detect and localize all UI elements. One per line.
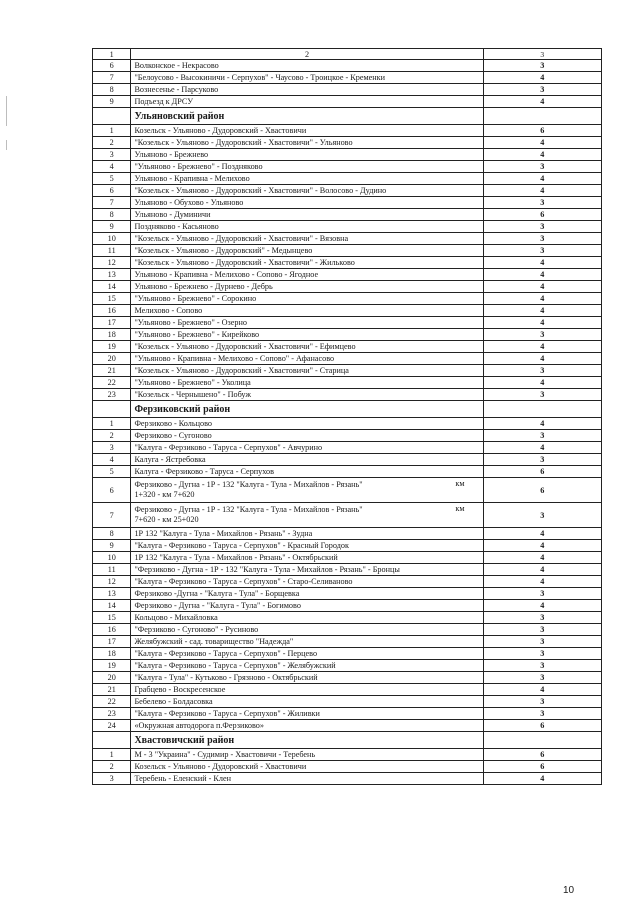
row-value: 4: [483, 72, 601, 84]
row-value: 3: [483, 454, 601, 466]
road-name: "Козельск - Чернышено" - Побуж: [131, 389, 483, 401]
row-number: 12: [93, 257, 131, 269]
road-name: Вознесенье - Парсуково: [131, 84, 483, 96]
road-name: Калуга - Ферзиково - Таруса - Серпухов: [131, 466, 483, 478]
row-number: 6: [93, 60, 131, 72]
road-name: Грабцево - Воскресенское: [131, 684, 483, 696]
table-row: [93, 125, 602, 137]
row-number: 23: [93, 389, 131, 401]
table-row: [93, 636, 602, 648]
road-name: "Ферзиково - Сугоново" - Русиново: [131, 624, 483, 636]
table-row: [93, 221, 602, 233]
row-number: 4: [93, 454, 131, 466]
header-col-3: 3: [483, 49, 601, 60]
road-name: "Ульяново - Брежнево" - Поздняково: [131, 161, 483, 173]
row-value: 4: [483, 684, 601, 696]
row-number: 7: [93, 503, 131, 528]
road-name: "Ферзиково - Дугна - 1Р - 132 "Калуга - Тула - Михайлов - Рязань" - Бронцы: [131, 564, 483, 576]
row-value: 6: [483, 749, 601, 761]
row-value: 4: [483, 305, 601, 317]
row-value: 4: [483, 185, 601, 197]
table-row: [93, 418, 602, 430]
row-number: 3: [93, 442, 131, 454]
row-value: 4: [483, 317, 601, 329]
road-name: Теребень - Еленский - Клен: [131, 773, 483, 785]
road-name: Бебелево - Болдасовка: [131, 696, 483, 708]
table-row: [93, 329, 602, 341]
row-number: 4: [93, 161, 131, 173]
row-number: 18: [93, 648, 131, 660]
row-number: 13: [93, 588, 131, 600]
row-value: 3: [483, 389, 601, 401]
table-row: [93, 245, 602, 257]
road-name: "Козельск - Ульяново - Дудоровский - Хвастовичи" - Вязовна: [131, 233, 483, 245]
road-name: "Калуга - Тула" - Кутьково - Грязново - Октябрьский: [131, 672, 483, 684]
row-number: 14: [93, 281, 131, 293]
row-value: 4: [483, 269, 601, 281]
road-name: Ферзиково - Дугна - 1Р - 132 "Калуга - Тула - Михайлов - Рязань": [134, 505, 363, 514]
row-value: 4: [483, 528, 601, 540]
row-number: 11: [93, 564, 131, 576]
table-row: [93, 672, 602, 684]
table-row: [93, 149, 602, 161]
road-name: Поздняково - Касьяново: [131, 221, 483, 233]
row-value: 4: [483, 600, 601, 612]
row-value: 6: [483, 125, 601, 137]
table-row: [93, 749, 602, 761]
table-row: [93, 552, 602, 564]
table-row: [93, 72, 602, 84]
table-row: [93, 454, 602, 466]
road-name-continuation: 1+320 - км 7+620: [134, 490, 195, 499]
road-name: Ульяново - Крапивна - Мелихово - Сопово - Ягодное: [131, 269, 483, 281]
row-number: 17: [93, 636, 131, 648]
row-number: 14: [93, 600, 131, 612]
row-number: 6: [93, 185, 131, 197]
row-number: 5: [93, 173, 131, 185]
table-row: [93, 708, 602, 720]
row-number: 8: [93, 528, 131, 540]
row-number: 2: [93, 137, 131, 149]
row-value: 6: [483, 720, 601, 732]
table-row: [93, 696, 602, 708]
row-value: 3: [483, 660, 601, 672]
row-value: 4: [483, 149, 601, 161]
table-row: [93, 353, 602, 365]
km-label: км: [455, 504, 465, 513]
table-row: [93, 564, 602, 576]
road-name: "Козельск - Ульяново - Дудоровский - Хвастовичи" - Ульяново: [131, 137, 483, 149]
road-name-cell: [131, 503, 483, 528]
road-name: "Ульяново - Крапивна - Мелихово - Сопово" - Афанасово: [131, 353, 483, 365]
road-name: Калуга - Ястребовка: [131, 454, 483, 466]
row-value: 3: [483, 503, 601, 528]
row-value: 4: [483, 353, 601, 365]
row-value: 4: [483, 377, 601, 389]
table-row: [93, 84, 602, 96]
road-name: "Белоусово - Высокиничи - Серпухов" - Чаусово - Троицкое - Кременки: [131, 72, 483, 84]
row-number: 17: [93, 317, 131, 329]
row-value: 3: [483, 365, 601, 377]
row-number: 7: [93, 197, 131, 209]
row-value: 4: [483, 257, 601, 269]
row-value: 3: [483, 696, 601, 708]
road-name: Ульяново - Обухово - Ульяново: [131, 197, 483, 209]
district-num-cell: [93, 401, 131, 418]
road-name: Ульяново - Крапивна - Мелихово: [131, 173, 483, 185]
row-value: 4: [483, 341, 601, 353]
table-row: [93, 540, 602, 552]
row-value: 3: [483, 329, 601, 341]
row-number: 2: [93, 430, 131, 442]
table-row: [93, 377, 602, 389]
row-number: 16: [93, 305, 131, 317]
road-name: Ферзиково -Дугна - "Калуга - Тула" - Борщевка: [131, 588, 483, 600]
table-row: [93, 233, 602, 245]
table-row: [93, 430, 602, 442]
road-name: Подъезд к ДРСУ: [131, 96, 483, 108]
row-number: 13: [93, 269, 131, 281]
row-number: 19: [93, 341, 131, 353]
road-name: Ферзиково - Дугна - 1Р - 132 "Калуга - Тула - Михайлов - Рязань": [134, 480, 363, 489]
row-value: 6: [483, 466, 601, 478]
road-name: Ферзиково - Сугоново: [131, 430, 483, 442]
row-number: 3: [93, 149, 131, 161]
roads-table-body: [93, 49, 602, 785]
row-value: 3: [483, 588, 601, 600]
table-row: [93, 648, 602, 660]
row-number: 8: [93, 209, 131, 221]
row-value: 3: [483, 84, 601, 96]
road-name: М - 3 "Украина" - Судимир - Хвастовичи - Теребень: [131, 749, 483, 761]
table-row: [93, 389, 602, 401]
road-name: Желябужский - сад. товарищество "Надежда": [131, 636, 483, 648]
row-number: 7: [93, 72, 131, 84]
table-row: [93, 442, 602, 454]
row-value: 4: [483, 576, 601, 588]
row-number: 9: [93, 540, 131, 552]
row-value: 3: [483, 648, 601, 660]
table-row: [93, 684, 602, 696]
row-number: 20: [93, 353, 131, 365]
row-value: 4: [483, 540, 601, 552]
district-name: Ульяновский район: [131, 108, 483, 125]
table-row: [93, 305, 602, 317]
row-number: 15: [93, 293, 131, 305]
table-row: [93, 761, 602, 773]
table-row: [93, 478, 602, 503]
scan-margin-mark: [6, 140, 7, 150]
row-value: 3: [483, 60, 601, 72]
row-number: 9: [93, 221, 131, 233]
row-number: 21: [93, 365, 131, 377]
road-name: 1Р 132 "Калуга - Тула - Михайлов - Рязань" - Октябрьский: [131, 552, 483, 564]
row-value: 3: [483, 636, 601, 648]
row-number: 11: [93, 245, 131, 257]
table-row: [93, 773, 602, 785]
table-row: [93, 600, 602, 612]
table-row: [93, 173, 602, 185]
row-value: 4: [483, 442, 601, 454]
row-number: 24: [93, 720, 131, 732]
road-name: Волконское - Некрасово: [131, 60, 483, 72]
road-name: «Окружная автодорога п.Ферзиково»: [131, 720, 483, 732]
km-label: км: [455, 479, 465, 488]
row-number: 6: [93, 478, 131, 503]
row-value: 6: [483, 761, 601, 773]
table-row: [93, 503, 602, 528]
table-row: [93, 293, 602, 305]
table-row: [93, 660, 602, 672]
table-row: [93, 269, 602, 281]
row-number: 19: [93, 660, 131, 672]
row-number: 16: [93, 624, 131, 636]
road-name: "Калуга - Ферзиково - Таруса - Серпухов" - Красный Городок: [131, 540, 483, 552]
row-value: 4: [483, 293, 601, 305]
table-row: [93, 96, 602, 108]
table-row: [93, 365, 602, 377]
row-value: 4: [483, 281, 601, 293]
table-row: [93, 588, 602, 600]
row-value: 4: [483, 773, 601, 785]
district-name: Хвастовичский район: [131, 732, 483, 749]
page-number: 10: [563, 885, 575, 896]
row-number: 3: [93, 773, 131, 785]
row-number: 2: [93, 761, 131, 773]
row-number: 21: [93, 684, 131, 696]
road-name: "Козельск - Ульяново - Дудоровский" - Медынцево: [131, 245, 483, 257]
road-name: "Козельск - Ульяново - Дудоровский - Хвастовичи" - Старица: [131, 365, 483, 377]
table-row: [93, 281, 602, 293]
road-name: Ульяново - Думиничи: [131, 209, 483, 221]
row-value: 6: [483, 478, 601, 503]
row-number: 23: [93, 708, 131, 720]
row-value: 3: [483, 197, 601, 209]
road-name: "Калуга - Ферзиково - Таруса - Серпухов" - Перцево: [131, 648, 483, 660]
row-value: 3: [483, 245, 601, 257]
table-row: [93, 528, 602, 540]
row-value: 4: [483, 137, 601, 149]
district-value-cell: [483, 401, 601, 418]
row-value: 3: [483, 624, 601, 636]
roads-table: [92, 48, 602, 785]
row-value: 3: [483, 161, 601, 173]
row-number: 1: [93, 125, 131, 137]
table-row: [93, 60, 602, 72]
row-value: 3: [483, 221, 601, 233]
table-row: [93, 185, 602, 197]
district-name: Ферзиковский район: [131, 401, 483, 418]
road-name: "Калуга - Ферзиково - Таруса - Серпухов" - Авчурино: [131, 442, 483, 454]
header-col-2: 2: [131, 49, 483, 60]
road-name: "Калуга - Ферзиково - Таруса - Серпухов" - Старо-Селиваново: [131, 576, 483, 588]
row-number: 12: [93, 576, 131, 588]
road-name: "Калуга - Ферзиково - Таруса - Серпухов" - Жиливки: [131, 708, 483, 720]
row-number: 22: [93, 696, 131, 708]
table-header-row: [93, 49, 602, 60]
row-number: 22: [93, 377, 131, 389]
road-name: Ферзиково - Кольцово: [131, 418, 483, 430]
row-number: 10: [93, 233, 131, 245]
table-row: [93, 466, 602, 478]
district-num-cell: [93, 732, 131, 749]
road-name: Кольцово - Михайловка: [131, 612, 483, 624]
row-value: 3: [483, 430, 601, 442]
table-row: [93, 137, 602, 149]
row-number: 15: [93, 612, 131, 624]
district-num-cell: [93, 108, 131, 125]
row-value: 4: [483, 418, 601, 430]
row-number: 20: [93, 672, 131, 684]
row-number: 5: [93, 466, 131, 478]
road-name: Козельск - Ульяново - Дудоровский - Хвастовичи: [131, 761, 483, 773]
row-value: 4: [483, 173, 601, 185]
table-row: [93, 317, 602, 329]
road-name: "Калуга - Ферзиково - Таруса - Серпухов" - Желябужский: [131, 660, 483, 672]
row-number: 18: [93, 329, 131, 341]
table-row: [93, 576, 602, 588]
road-name: Козельск - Ульяново - Дудоровский - Хвастовичи: [131, 125, 483, 137]
road-name-continuation: 7+620 - км 25+020: [134, 515, 199, 524]
road-name: 1Р 132 "Калуга - Тула - Михайлов - Рязань" - Зудна: [131, 528, 483, 540]
table-row: [93, 720, 602, 732]
district-value-cell: [483, 108, 601, 125]
road-name: "Ульяново - Брежнево" - Уколица: [131, 377, 483, 389]
table-row: [93, 612, 602, 624]
row-value: 3: [483, 233, 601, 245]
road-name: "Ульяново - Брежнево" - Озерно: [131, 317, 483, 329]
header-col-1: 1: [93, 49, 131, 60]
row-number: 1: [93, 418, 131, 430]
road-name: "Ульяново - Брежнево" - Сорокино: [131, 293, 483, 305]
scan-margin-mark: [6, 96, 7, 126]
district-header-row: [93, 401, 602, 418]
row-value: 4: [483, 96, 601, 108]
road-name-cell: [131, 478, 483, 503]
road-name: Мелихово - Сопово: [131, 305, 483, 317]
road-name: "Козельск - Ульяново - Дудоровский - Хвастовичи" - Волосово - Дудино: [131, 185, 483, 197]
road-name: Ферзиково - Дугна - "Калуга - Тула" - Богимово: [131, 600, 483, 612]
table-row: [93, 161, 602, 173]
district-value-cell: [483, 732, 601, 749]
row-number: 8: [93, 84, 131, 96]
row-number: 9: [93, 96, 131, 108]
road-name: Ульяново - Брежнево - Дурнево - Дебрь: [131, 281, 483, 293]
table-row: [93, 624, 602, 636]
table-row: [93, 209, 602, 221]
row-value: 4: [483, 564, 601, 576]
road-name: "Ульяново - Брежнево" - Кирейково: [131, 329, 483, 341]
row-number: 1: [93, 749, 131, 761]
table-row: [93, 257, 602, 269]
row-value: 3: [483, 672, 601, 684]
row-value: 3: [483, 708, 601, 720]
row-value: 6: [483, 209, 601, 221]
road-name: Ульяново - Брежнево: [131, 149, 483, 161]
district-header-row: [93, 732, 602, 749]
table-row: [93, 341, 602, 353]
table-row: [93, 197, 602, 209]
row-value: 4: [483, 552, 601, 564]
road-name: "Козельск - Ульяново - Дудоровский - Хвастовичи" - Жильково: [131, 257, 483, 269]
row-value: 3: [483, 612, 601, 624]
row-number: 10: [93, 552, 131, 564]
road-name: "Козельск - Ульяново - Дудоровский - Хвастовичи" - Ефимцево: [131, 341, 483, 353]
district-header-row: [93, 108, 602, 125]
